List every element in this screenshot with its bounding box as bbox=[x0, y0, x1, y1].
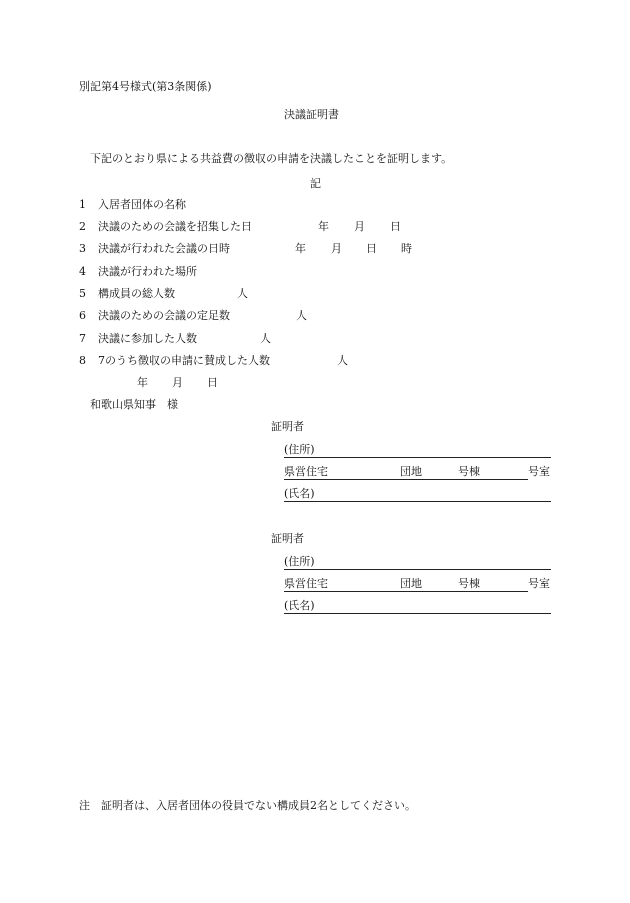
document-title: 決議証明書 bbox=[284, 108, 339, 121]
item-number: 4 bbox=[79, 265, 86, 278]
certifier-heading: 証明者 bbox=[271, 532, 304, 545]
gotou-label: 号棟 bbox=[458, 577, 480, 590]
gotou-underline bbox=[458, 591, 528, 592]
gotou-label: 号棟 bbox=[458, 465, 480, 478]
form-label: 別記第4号様式(第3条関係) bbox=[79, 80, 212, 93]
item-5 bbox=[79, 287, 175, 301]
item-7 bbox=[79, 332, 197, 346]
day-unit: 日 bbox=[366, 242, 377, 255]
goushitsu-label: 号室 bbox=[528, 465, 550, 478]
person-unit: 人 bbox=[260, 332, 271, 345]
year-unit: 年 bbox=[295, 242, 306, 255]
name-underline bbox=[284, 501, 551, 502]
item-label: 7のうち徴収の申請に賛成した人数 bbox=[98, 354, 270, 367]
address-underline bbox=[284, 457, 551, 458]
item-number: 8 bbox=[79, 354, 86, 367]
person-unit: 人 bbox=[237, 287, 248, 300]
year-unit: 年 bbox=[318, 220, 329, 233]
month-unit: 月 bbox=[354, 220, 365, 233]
address-label: (住所) bbox=[284, 555, 315, 568]
danchi-underline bbox=[400, 591, 458, 592]
item-1 bbox=[79, 198, 186, 212]
item-label: 決議のための会議の定足数 bbox=[98, 309, 230, 322]
housing-label: 県営住宅 bbox=[284, 577, 328, 590]
name-label: (氏名) bbox=[284, 487, 315, 500]
danchi-underline bbox=[400, 479, 458, 480]
item-8 bbox=[79, 354, 270, 368]
housing-underline bbox=[284, 591, 400, 592]
intro-text: 下記のとおり県による共益費の徴収の申請を決議したことを証明します。 bbox=[90, 152, 453, 165]
day-unit: 日 bbox=[390, 220, 401, 233]
housing-label: 県営住宅 bbox=[284, 465, 328, 478]
month-unit: 月 bbox=[331, 242, 342, 255]
person-unit: 人 bbox=[337, 354, 348, 367]
footnote: 注 証明者は、入居者団体の役員でない構成員2名としてください。 bbox=[79, 799, 416, 812]
item-label: 構成員の総人数 bbox=[98, 287, 175, 300]
date-day-unit: 日 bbox=[207, 376, 218, 389]
housing-underline bbox=[284, 479, 400, 480]
goushitsu-label: 号室 bbox=[528, 577, 550, 590]
danchi-label: 団地 bbox=[400, 465, 422, 478]
item-label: 決議に参加した人数 bbox=[98, 332, 197, 345]
gotou-underline bbox=[458, 479, 528, 480]
name-underline bbox=[284, 613, 551, 614]
item-number: 3 bbox=[79, 242, 86, 255]
item-label: 入居者団体の名称 bbox=[98, 198, 186, 211]
item-label: 決議が行われた会議の日時 bbox=[98, 242, 230, 255]
item-number: 1 bbox=[79, 198, 86, 211]
item-number: 5 bbox=[79, 287, 86, 300]
item-3 bbox=[79, 242, 230, 256]
hour-unit: 時 bbox=[401, 242, 412, 255]
address-label: (住所) bbox=[284, 443, 315, 456]
item-6 bbox=[79, 309, 230, 323]
ki-heading: 記 bbox=[310, 177, 321, 190]
item-number: 7 bbox=[79, 332, 86, 345]
item-number: 2 bbox=[79, 220, 86, 233]
item-4 bbox=[79, 265, 197, 279]
person-unit: 人 bbox=[296, 309, 307, 322]
certifier-heading: 証明者 bbox=[271, 420, 304, 433]
item-number: 6 bbox=[79, 309, 86, 322]
date-year-unit: 年 bbox=[137, 376, 148, 389]
danchi-label: 団地 bbox=[400, 577, 422, 590]
name-label: (氏名) bbox=[284, 599, 315, 612]
date-month-unit: 月 bbox=[172, 376, 183, 389]
addressee: 和歌山県知事 様 bbox=[90, 398, 178, 411]
item-label: 決議が行われた場所 bbox=[98, 265, 197, 278]
address-underline bbox=[284, 569, 551, 570]
item-label: 決議のための会議を招集した日 bbox=[98, 220, 252, 233]
item-2 bbox=[79, 220, 252, 234]
